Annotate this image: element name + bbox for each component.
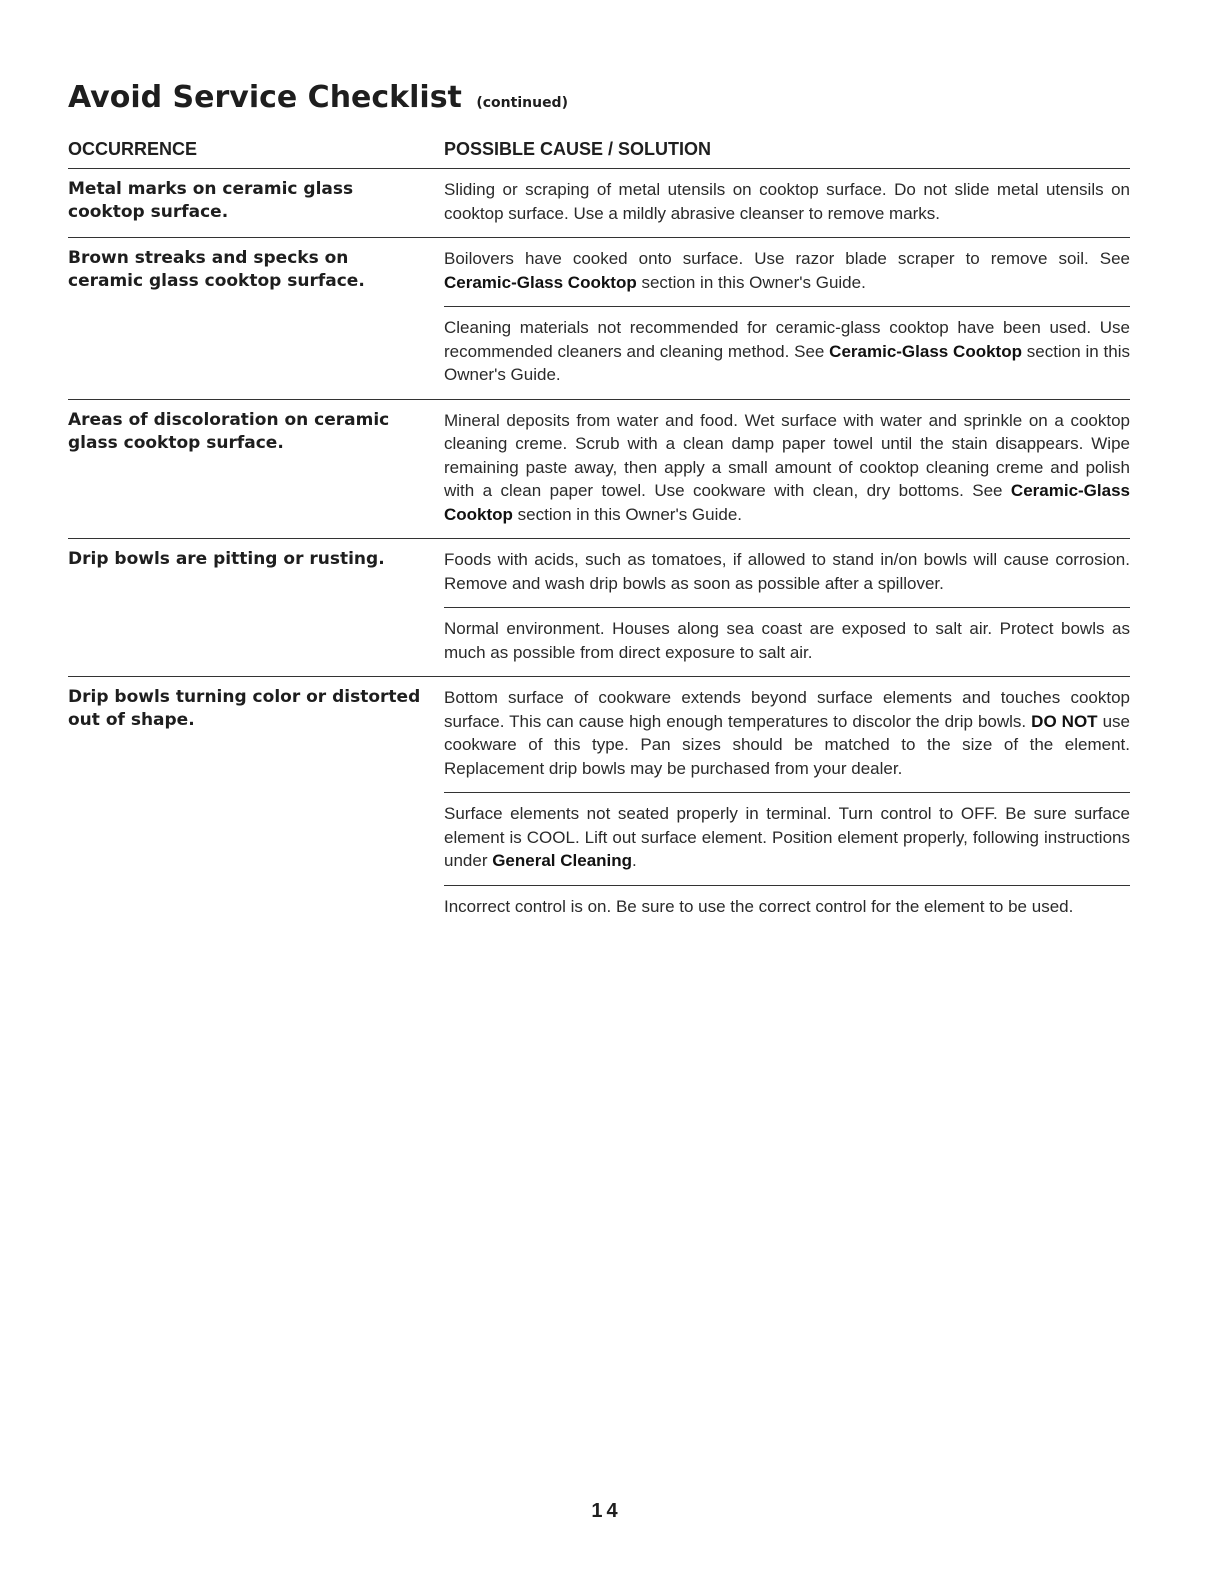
page-title-text: Avoid Service Checklist xyxy=(68,80,462,115)
solution-run: section in this Owner's Guide. xyxy=(444,341,1130,384)
occurrence-text: Brown streaks and specks on ceramic glass cooktop surface. xyxy=(68,248,365,291)
page-title xyxy=(68,80,568,115)
page-title-continued: (continued) xyxy=(476,95,568,111)
occurrence-text: Areas of discoloration on ceramic glass cooktop surface. xyxy=(68,409,390,453)
checklist-row xyxy=(68,399,1130,539)
solution-header: POSSIBLE CAUSE / SOLUTION xyxy=(444,139,712,159)
solution-text xyxy=(444,677,1130,792)
solutions-list xyxy=(444,539,1130,676)
solution-run: use cookware of this type. Pan sizes should be matched to the size of the element. Replacement drip bowls may be purchased from your dealer. xyxy=(444,711,1131,778)
solution-run: Foods with acids, such as tomatoes, if allowed to stand in/on bowls will cause corrosion. Remove and wash drip bowls as soon as possible after a spillover. xyxy=(444,550,1130,593)
solution-run: . xyxy=(632,851,637,870)
solutions-list xyxy=(444,400,1130,539)
solution-run: Normal environment. Houses along sea coast are exposed to salt air. Protect bowls as much as possible from direct exposure to salt air. xyxy=(444,619,1130,662)
solution-text xyxy=(444,238,1130,306)
solutions-list xyxy=(444,169,1130,237)
page-number: 14 xyxy=(591,1500,622,1522)
occurrence-text: Drip bowls turning color or distorted out of shape. xyxy=(68,687,421,730)
checklist-row xyxy=(68,676,1130,930)
checklist-row xyxy=(68,168,1130,237)
solution-run: Surface elements not seated properly in terminal. Turn control to OFF. Be sure surface element is COOL. Lift out surface element. Position element properly, following instructions under xyxy=(444,804,1130,870)
occurrence-header: OCCURRENCE xyxy=(68,139,198,159)
solution-run: Boilovers have cooked onto surface. Use razor blade scraper to remove soil. See xyxy=(444,249,1130,268)
occurrence-text: Metal marks on ceramic glass cooktop surface. xyxy=(68,179,354,222)
solution-text xyxy=(444,306,1130,399)
checklist-table xyxy=(68,168,1130,930)
checklist-row xyxy=(68,538,1130,676)
solution-text xyxy=(444,607,1130,676)
solution-text xyxy=(444,885,1130,931)
checklist-row xyxy=(68,237,1130,399)
solution-run: Mineral deposits from water and food. Wet surface with water and sprinkle on a cooktop cleaning creme. Scrub with a clean damp paper towel until the stain disappears. Wipe remaining paste away, then apply a small amount of cooktop cleaning creme and polish with a clean paper towel. Use cookware with clean, dry bottoms. See xyxy=(444,410,1130,500)
solution-emphasis: DO NOT xyxy=(1031,711,1098,731)
solution-text xyxy=(444,792,1130,885)
occurrence-text: Drip bowls are pitting or rusting. xyxy=(68,549,385,569)
solution-text xyxy=(444,400,1130,539)
solution-emphasis: General Cleaning xyxy=(492,851,633,870)
solution-emphasis: Ceramic-Glass Cooktop xyxy=(444,481,1130,524)
solutions-list xyxy=(444,238,1130,399)
solution-text xyxy=(444,169,1130,237)
solution-run: Cleaning materials not recommended for ceramic-glass cooktop have been used. Use recommended cleaners and cleaning method. See xyxy=(444,318,1130,361)
solution-run: Incorrect control is on. Be sure to use the correct control for the element to be used. xyxy=(444,896,1074,916)
solution-run: section in this Owner's Guide. xyxy=(512,504,743,524)
solution-emphasis: Ceramic-Glass Cooktop xyxy=(829,341,1022,361)
solutions-list xyxy=(444,677,1130,930)
solution-run: Sliding or scraping of metal utensils on cooktop surface. Do not slide metal utensils on cooktop surface. Use a mildly abrasive cleanser to remove marks. xyxy=(444,180,1130,223)
solution-emphasis: Ceramic-Glass Cooktop xyxy=(444,272,637,292)
solution-run: Bottom surface of cookware extends beyond surface elements and touches cooktop surface. This can cause high enough temperatures to discolor the drip bowls. xyxy=(444,688,1130,731)
solution-text xyxy=(444,539,1130,607)
solution-run: section in this Owner's Guide. xyxy=(636,272,866,292)
